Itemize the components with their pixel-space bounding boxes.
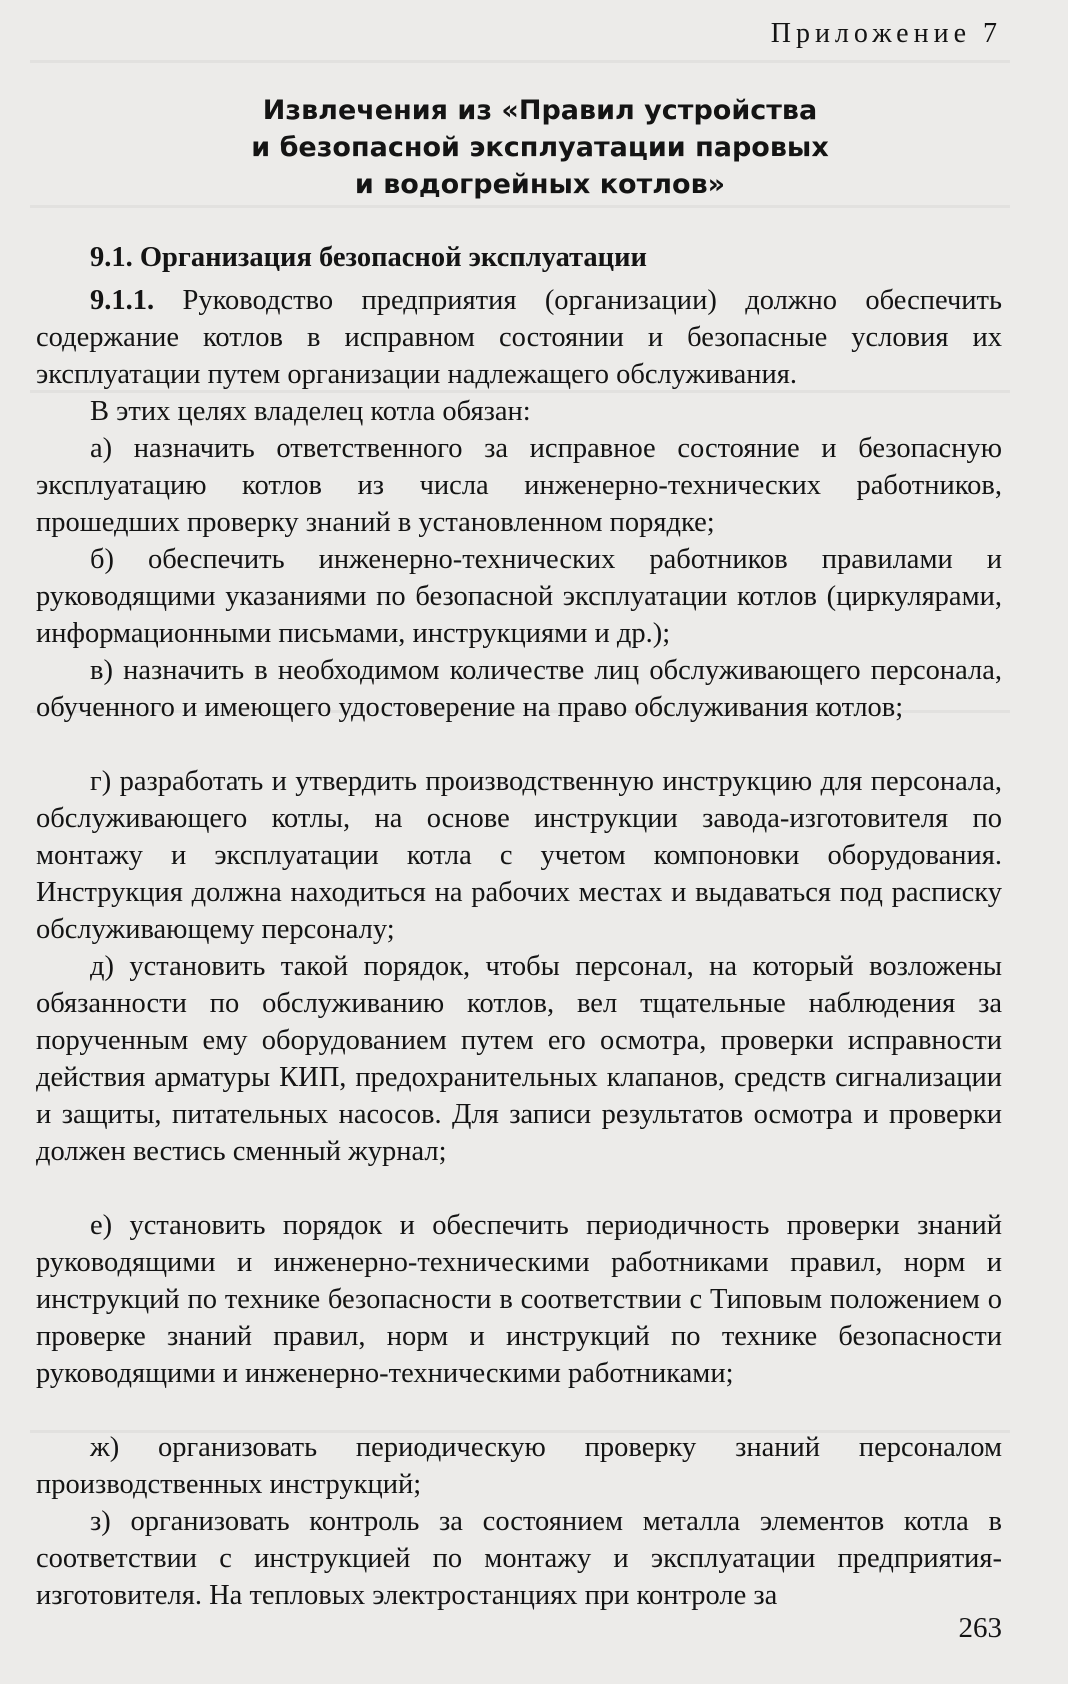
document-title: [140, 92, 940, 203]
clause-text: Руководство предприятия (организации) должно обеспечить содержание котлов в исправном состоянии и безопасные условия их эксплуатации путем организации надлежащего обслуживания.: [36, 285, 1002, 390]
list-item-text: г) разработать и утвердить производственную инструкцию для персонала, обслуживающего котлы, на основе инструкции завода-изготовителя по монтажу и эксплуатации котла с учетом компоновки оборудования. Инструкция должна находиться на рабочих местах и выдаваться под расписку обслуживающему персоналу;: [36, 766, 1002, 945]
list-item: [36, 763, 1002, 948]
clause-paragraph: [36, 282, 1002, 393]
page-number: 263: [958, 1612, 1002, 1644]
intro-text: В этих целях владелец котла обязан:: [90, 396, 531, 427]
title-line: и водогрейных котлов»: [354, 169, 726, 200]
list-item-text: ж) организовать периодическую проверку знаний персоналом производственных инструкций;: [36, 1432, 1002, 1500]
list-item-text: а) назначить ответственного за исправное состояние и безопасную эксплуатацию котлов из числа инженерно-технических работников, прошедших проверку знаний в установленном порядке;: [36, 433, 1002, 538]
section-heading: 9.1. Организация безопасной эксплуатации: [90, 242, 647, 273]
list-item: [36, 948, 1002, 1170]
list-item: [36, 1429, 1002, 1503]
appendix-label: Приложение 7: [770, 18, 1002, 49]
list-item: [36, 430, 1002, 541]
bleed-through-line: [30, 205, 1010, 208]
bleed-through-line: [30, 60, 1010, 63]
list-item: [36, 1503, 1002, 1614]
title-line: и безопасной эксплуатации паровых: [251, 132, 829, 163]
list-item-text: з) организовать контроль за состоянием металла элементов котла в соответствии с инструкцией по монтажу и эксплуатации предприятия-изготовителя. На тепловых электростанциях при контроле за: [36, 1506, 1002, 1611]
list-item-text: в) назначить в необходимом количестве лиц обслуживающего персонала, обученного и имеющего удостоверение на право обслуживания котлов;: [36, 655, 1002, 723]
list-item: [36, 541, 1002, 652]
list-item: [36, 652, 1002, 726]
list-item-text: б) обеспечить инженерно-технических работников правилами и руководящими указаниями по безопасной эксплуатации котлов (циркулярами, информационными письмами, инструкциями и др.);: [36, 544, 1002, 649]
title-line: Извлечения из «Правил устройства: [262, 95, 818, 126]
list-item-text: д) установить такой порядок, чтобы персонал, на который возложены обязанности по обслуживанию котлов, вел тщательные наблюдения за порученным ему оборудованием путем его осмотра, проверки исправности действия арматуры КИП, предохранительных клапанов, средств сигнализации и защиты, питательных насосов. Для записи результатов осмотра и проверки должен вестись сменный журнал;: [36, 951, 1002, 1167]
clause-number: 9.1.1.: [90, 285, 155, 316]
intro-paragraph: [36, 393, 1002, 430]
list-item-text: е) установить порядок и обеспечить периодичность проверки знаний руководящими и инженерно-техническими работниками правил, норм и инструкций по технике безопасности в соответствии с Типовым положением о проверке знаний правил, норм и инструкций по технике безопасности руководящими и инженерно-техническими работниками;: [36, 1210, 1002, 1389]
list-item: [36, 1207, 1002, 1392]
